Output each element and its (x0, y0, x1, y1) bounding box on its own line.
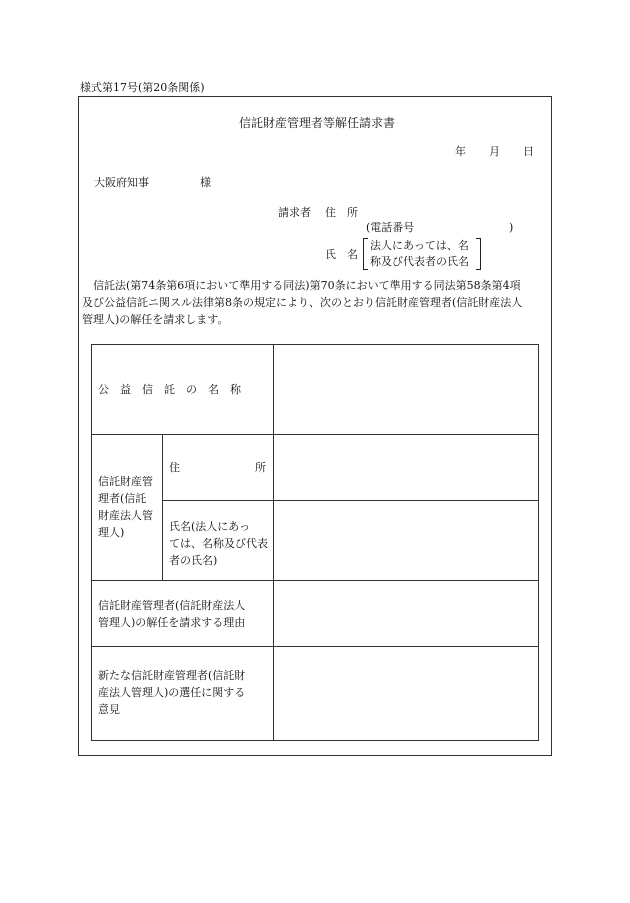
form-number: 様式第17号(第20条関係) (80, 81, 205, 94)
appointment-opinion-value[interactable] (274, 647, 538, 740)
date-year: 年 (455, 145, 466, 158)
requester-phone-close: ) (509, 221, 514, 234)
trustee-name-label-line: ては、名称及び代表 (169, 537, 268, 550)
appointment-opinion-label-line: 意見 (98, 703, 120, 716)
trustee-address-value[interactable] (274, 435, 538, 500)
appointment-opinion-label-line: 新たな信託財産管理者(信託財 (98, 669, 246, 682)
requester-phone-label: (電話番号 (366, 221, 415, 234)
trustee-group-label-line: 信託財産管 (98, 475, 153, 488)
requester-name-label: 氏 名 (325, 248, 358, 261)
addressee-honorific: 様 (200, 176, 211, 189)
trust-name-label: 公 益 信 託 の 名 称 (98, 383, 241, 396)
name-note-line1: 法人にあっては、名 (370, 239, 469, 252)
requester-label: 請求者 (278, 206, 311, 219)
trust-name-value[interactable] (274, 345, 538, 434)
date-day: 日 (523, 145, 534, 158)
trustee-group-label (98, 473, 153, 541)
trustee-group-label-line: 財産法人管 (98, 509, 153, 522)
group-divider (162, 434, 163, 580)
right-bracket (476, 238, 481, 270)
trustee-name-value[interactable] (274, 501, 538, 580)
body-line-2: 及び公益信託ニ関スル法律第8条の規定により、次のとおり信託財産管理者(信託財産法人 (82, 296, 523, 309)
addressee-name: 大阪府知事 (94, 176, 149, 189)
appointment-opinion-label (98, 667, 245, 718)
trustee-group-label-line: 理人) (98, 526, 125, 539)
dismissal-reason-label (98, 597, 245, 631)
body-line-3: 管理人)の解任を請求します。 (82, 313, 229, 326)
document-title: 信託財産管理者等解任請求書 (239, 116, 396, 130)
trustee-name-label (169, 518, 268, 569)
name-note-bracket (363, 238, 481, 270)
trustee-address-label-left: 住 (169, 461, 180, 474)
date-month: 月 (489, 145, 500, 158)
name-note-line2: 称及び代表者の氏名 (370, 255, 469, 268)
appointment-opinion-label-line: 産法人管理人)の選任に関する (98, 686, 246, 699)
request-table (91, 344, 539, 741)
dismissal-reason-label-line: 信託財産管理者(信託財産法人 (98, 599, 246, 612)
requester-address-label: 住 所 (325, 206, 358, 219)
trustee-name-label-line: 者の氏名) (169, 554, 218, 567)
trustee-address-label-right: 所 (255, 461, 266, 474)
trustee-name-label-line: 氏名(法人にあっ (169, 520, 251, 533)
dismissal-reason-value[interactable] (274, 581, 538, 646)
left-bracket (363, 238, 368, 270)
body-line-1: 信託法(第74条第6項において準用する同法)第70条において準用する同法第58条第4項 (93, 279, 521, 292)
trustee-group-label-line: 理者(信託 (98, 492, 147, 505)
dismissal-reason-label-line: 管理人)の解任を請求する理由 (98, 616, 246, 629)
